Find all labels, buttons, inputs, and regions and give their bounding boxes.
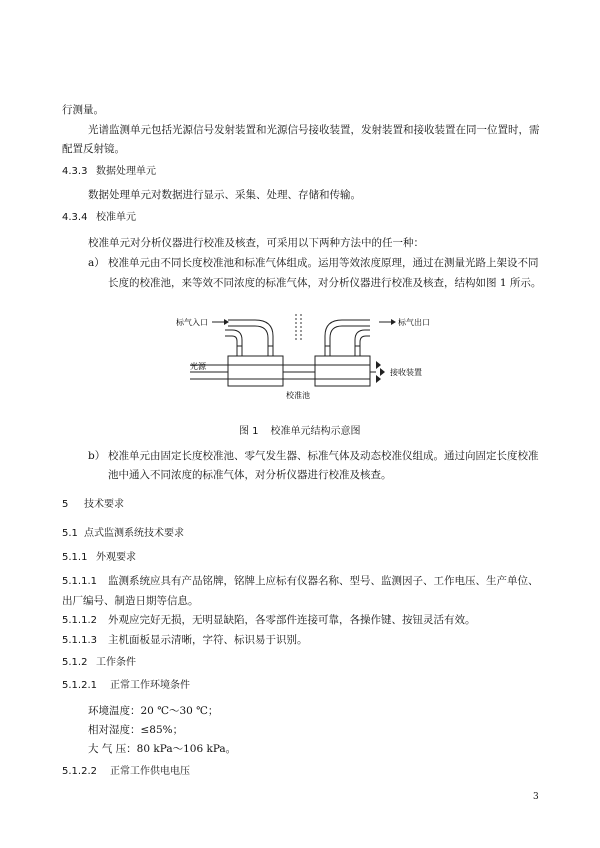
section-heading-5-1: 5.1 点式监测系统技术要求: [62, 528, 184, 539]
section-heading-5-1-2: 5.1.2 工作条件: [62, 657, 136, 668]
label-calibration-cell: 校准池: [286, 391, 310, 400]
calibration-cell-left: [228, 356, 283, 386]
calibration-cell-right: [315, 356, 370, 386]
list-item-a: a） 校准单元由不同长度校准池和标准气体组成。运用等效浓度原理，通过在测量光路上架设不同: [88, 257, 539, 269]
clause-5-1-1-1-continued: 出厂编号、制造日期等信息。: [62, 595, 199, 607]
list-item-b-continued: 池中通入不同浓度的标准气体，对分析仪器进行校准及核查。: [108, 469, 392, 481]
list-item-a-continued: 长度的校准池，来等效不同浓度的标准气体，对分析仪器进行校准及核查，结构如图 1 所示。: [108, 277, 542, 289]
label-receiver: 接收装置: [390, 368, 422, 377]
label-light-source: 光源: [190, 362, 206, 371]
section-heading-5-1-1: 5.1.1 外观要求: [62, 552, 136, 563]
clause-5-1-1-1: 5.1.1.1 监测系统应具有产品铭牌，铭牌上应标有仪器名称、型号、监测因子、工作电压、生产单位、: [62, 575, 539, 587]
arrow-right-icon: [391, 319, 396, 325]
body-line: 配置反射镜。: [62, 143, 125, 155]
env-humidity: 相对湿度：≤85%；: [88, 724, 184, 736]
clause-5-1-1-3: 5.1.1.3 主机面板显示清晰，字符、标识易于识别。: [62, 634, 308, 646]
gas-inlet-tube: [225, 330, 242, 346]
list-marker: a）: [88, 257, 105, 269]
label-gas-inlet: 标气入口: [176, 318, 208, 327]
env-pressure: 大 气 压：80 kPa～106 kPa。: [88, 743, 237, 755]
body-line: 数据处理单元对数据进行显示、采集、处理、存储和传输。: [88, 189, 361, 201]
env-temperature: 环境温度：20 ℃～30 ℃；: [88, 705, 219, 717]
body-line: 校准单元对分析仪器进行校准及核查，可采用以下两种方法中的任一种：: [88, 237, 424, 249]
section-heading-5-1-2-1: 5.1.2.1 正常工作环境条件: [62, 680, 190, 691]
arrow-right-icon: [380, 368, 385, 376]
list-marker: b）: [88, 450, 106, 462]
list-item-b: b） 校准单元由固定长度校准池、零气发生器、标准气体及动态校准仪组成。通过向固定长度校准: [88, 450, 539, 462]
arrow-right-icon: [376, 361, 381, 369]
body-line: 行测量。: [62, 104, 104, 116]
clause-5-1-1-2: 5.1.1.2 外观应完好无损，无明显缺陷，各零部件连接可靠，各操作键、按钮灵活有效。: [62, 614, 476, 626]
arrow-right-icon: [376, 375, 381, 383]
section-heading-5: 5 技术要求: [62, 499, 124, 510]
section-heading-4-3-4: 4.3.4 校准单元: [62, 212, 136, 223]
section-heading-5-1-2-2: 5.1.2.2 正常工作供电电压: [62, 766, 190, 777]
figure-caption: 图 1 校准单元结构示意图: [239, 426, 361, 437]
label-gas-outlet: 标气出口: [398, 318, 430, 327]
section-heading-4-3-3: 4.3.3 数据处理单元: [62, 166, 156, 177]
calibration-unit-diagram: [170, 308, 445, 406]
body-line: 光谱监测单元包括光源信号发射装置和光源信号接收装置，发射装置和接收装置在同一位置时，需: [88, 124, 540, 136]
break-line: [296, 314, 301, 342]
gas-outlet-tube: [325, 320, 370, 346]
page-number: 3: [533, 792, 539, 802]
